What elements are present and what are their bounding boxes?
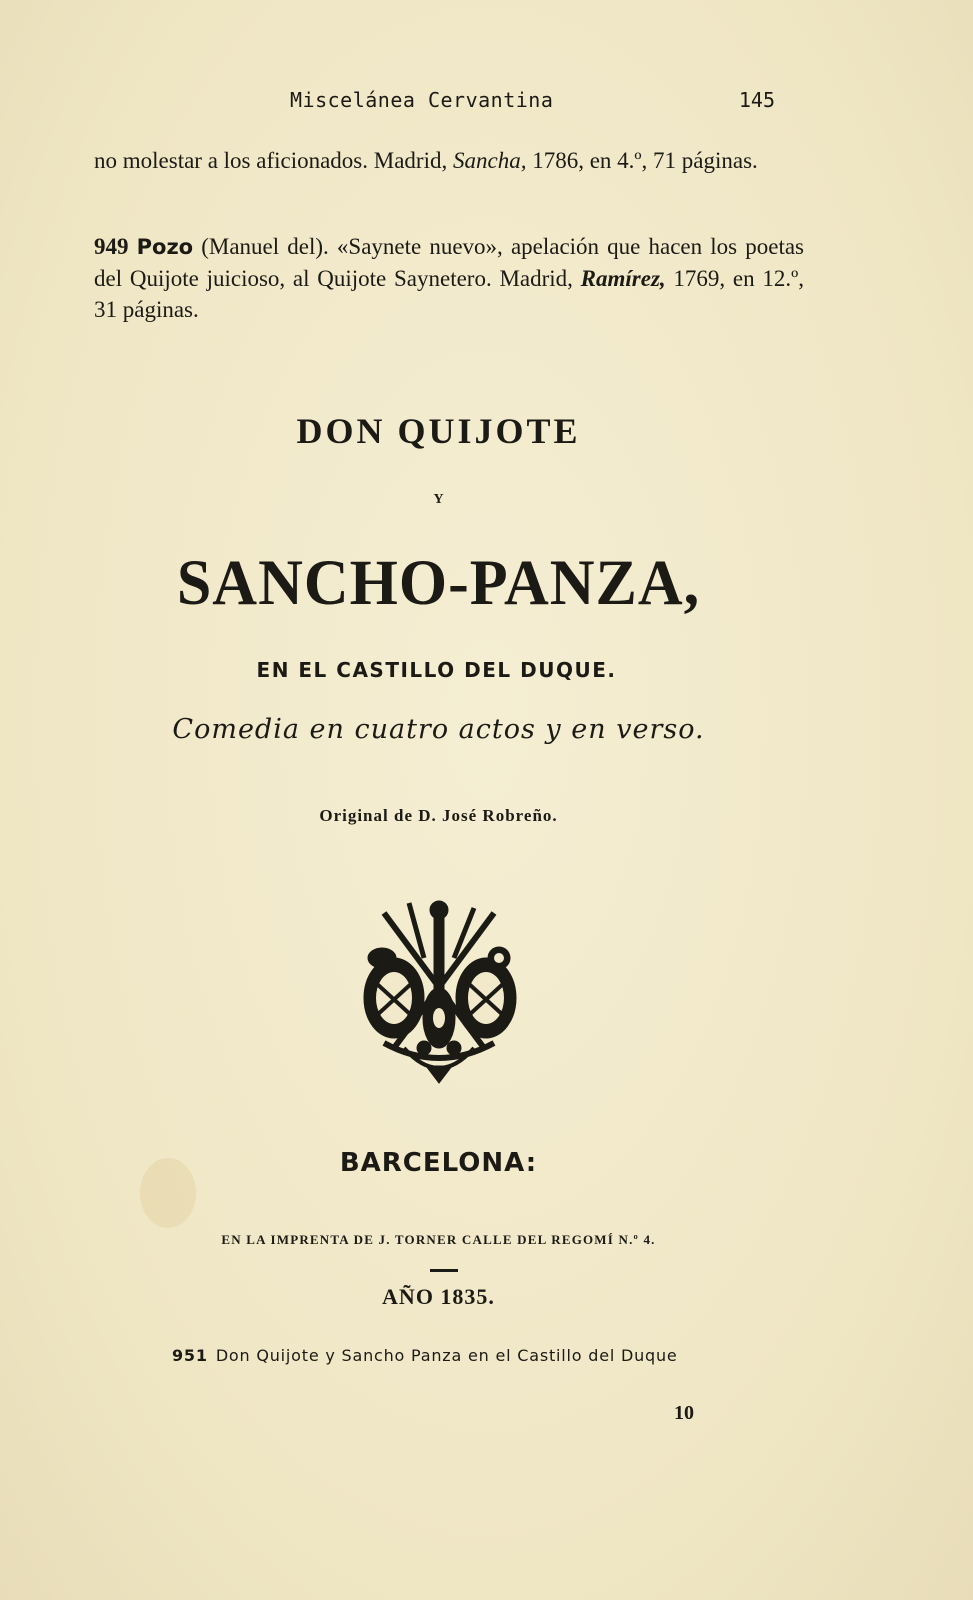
title-page-title-line-2: SANCHO-PANZA, [176,547,701,619]
caption-number: 951 [172,1346,208,1365]
title-page-subtitle: EN EL CASTILLO DEL DUQUE. [256,658,617,682]
entry-number: 949 [94,234,129,259]
musical-instruments-vignette-icon [354,898,524,1098]
title-page-year: AÑO 1835. [382,1284,495,1309]
running-head-title: Miscelánea Cervantina [290,88,554,112]
title-page-conjunction: Y [433,492,444,507]
caption-text: Don Quijote y Sancho Panza en el Castillo del Duque [215,1346,678,1365]
running-head [290,88,775,116]
entry-text: 1786, en 4.º, 71 páginas. [526,148,758,173]
title-page-genre: Comedia en cuatro actos y en verso. [172,714,705,745]
signature-mark: 10 [674,1402,694,1424]
bibliography-entry-948-continued [94,145,804,176]
entry-author-name: Pozo [136,235,194,259]
bibliography-entry-949 [94,231,804,325]
page-number: 145 [738,88,775,112]
figure-caption [172,1346,678,1365]
entry-publisher: Ramírez, [580,266,666,291]
title-page-city: BARCELONA: [339,1148,538,1178]
entry-text: (Manuel del). «Saynete nuevo», apelación que hacen los poetas del Quijote juicioso, al Quijote Saynetero. Madrid, [94,234,804,291]
title-page-title-line-1: DON QUIJOTE [296,411,581,451]
entry-text: 1769, en 12.º, 31 páginas. [94,266,804,322]
title-page-printer: EN LA IMPRENTA DE J. TORNER CALLE DEL REGOMÍ N.º 4. [221,1232,656,1247]
title-page-author: Original de D. José Robreño. [319,806,558,825]
title-page-rule [430,1269,458,1272]
entry-publisher: Sancha, [452,148,527,173]
entry-text: no molestar a los aficionados. Madrid, [94,148,453,173]
